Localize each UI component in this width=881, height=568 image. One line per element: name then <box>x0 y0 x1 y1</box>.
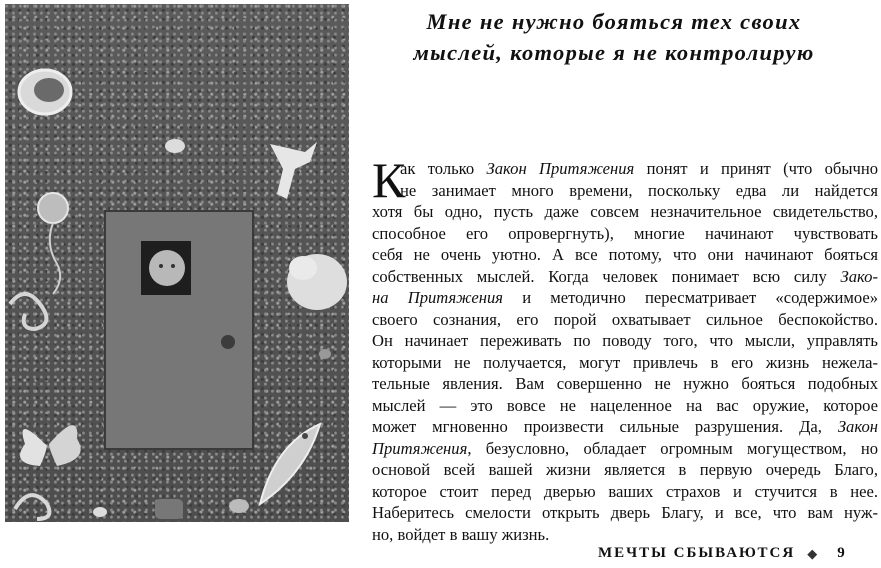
body-line: Он начинает переживать по поводу того, что мысли, управлять <box>372 331 878 350</box>
spiral-shell-icon <box>10 294 46 329</box>
page-number: 9 <box>837 545 847 561</box>
body-line: мыслей — это вовсе не нацеленное на вас оружие, которое <box>372 395 878 415</box>
body-line: способное его опровергнуть), многие начинают чувствовать <box>372 223 878 243</box>
butterfly-icon <box>20 425 81 466</box>
body-line: но, войдет в вашу жизнь. <box>372 524 550 544</box>
title-line-1: Мне не нужно бояться тех своих <box>426 9 802 34</box>
door-icon <box>105 211 253 449</box>
illustration-art <box>5 4 349 522</box>
page-footer <box>598 545 878 562</box>
body-line: ак только Закон Притяжения понят и принят (что обычно <box>400 159 879 178</box>
diamond-icon: ◆ <box>807 545 818 561</box>
drop-cap: К <box>372 152 406 208</box>
title-line-2: мыслей, которые я не контролирую <box>413 40 815 65</box>
cloud-shell-icon <box>287 254 347 310</box>
illustration-door-in-sand <box>5 4 349 522</box>
body-line: основой всей вашей жизни является в первую очередь Благо, <box>372 460 878 479</box>
body-line: тельные явления. Вам совершенно не нужно бояться подобных <box>372 374 878 393</box>
body-line: которое стоит перед дверью ваших страхов и стучится в нее. <box>372 481 878 501</box>
bird-icon <box>270 142 317 199</box>
shell-icon <box>19 70 71 114</box>
body-line: не занимает много времени, поскольку едва ли найдется <box>400 180 878 200</box>
body-line: Наберитесь смелости открыть дверь Благу, и все, что вам нуж- <box>372 503 878 522</box>
body-line: может мгновенно произвести сильные разрушения. Да, Закон <box>372 417 878 436</box>
body-paragraph <box>372 152 879 545</box>
balloon-icon <box>38 193 68 294</box>
body-line: себя не очень уютно. А все потому, что они начинают бояться <box>372 245 878 264</box>
body-line: на Притяжения и методично пересматривает «содержимое» <box>372 288 878 307</box>
body-line: собственных мыслей. Когда человек понимает всю силу Зако- <box>372 266 878 286</box>
body-line: хотя бы одно, пусть даже совсем незначительное свидетельство, <box>372 202 878 221</box>
body-line: своего сознания, его порой охватывает сильное беспокойство. <box>372 309 878 329</box>
page-title <box>364 6 864 68</box>
body-line: Притяжения, безусловно, обладает огромным могуществом, но <box>372 438 878 458</box>
running-title: МЕЧТЫ СБЫВАЮТСЯ <box>598 545 796 561</box>
body-line: которыми не получается, могут привлечь в его жизнь нежела- <box>372 352 878 372</box>
fish-icon <box>260 424 320 504</box>
